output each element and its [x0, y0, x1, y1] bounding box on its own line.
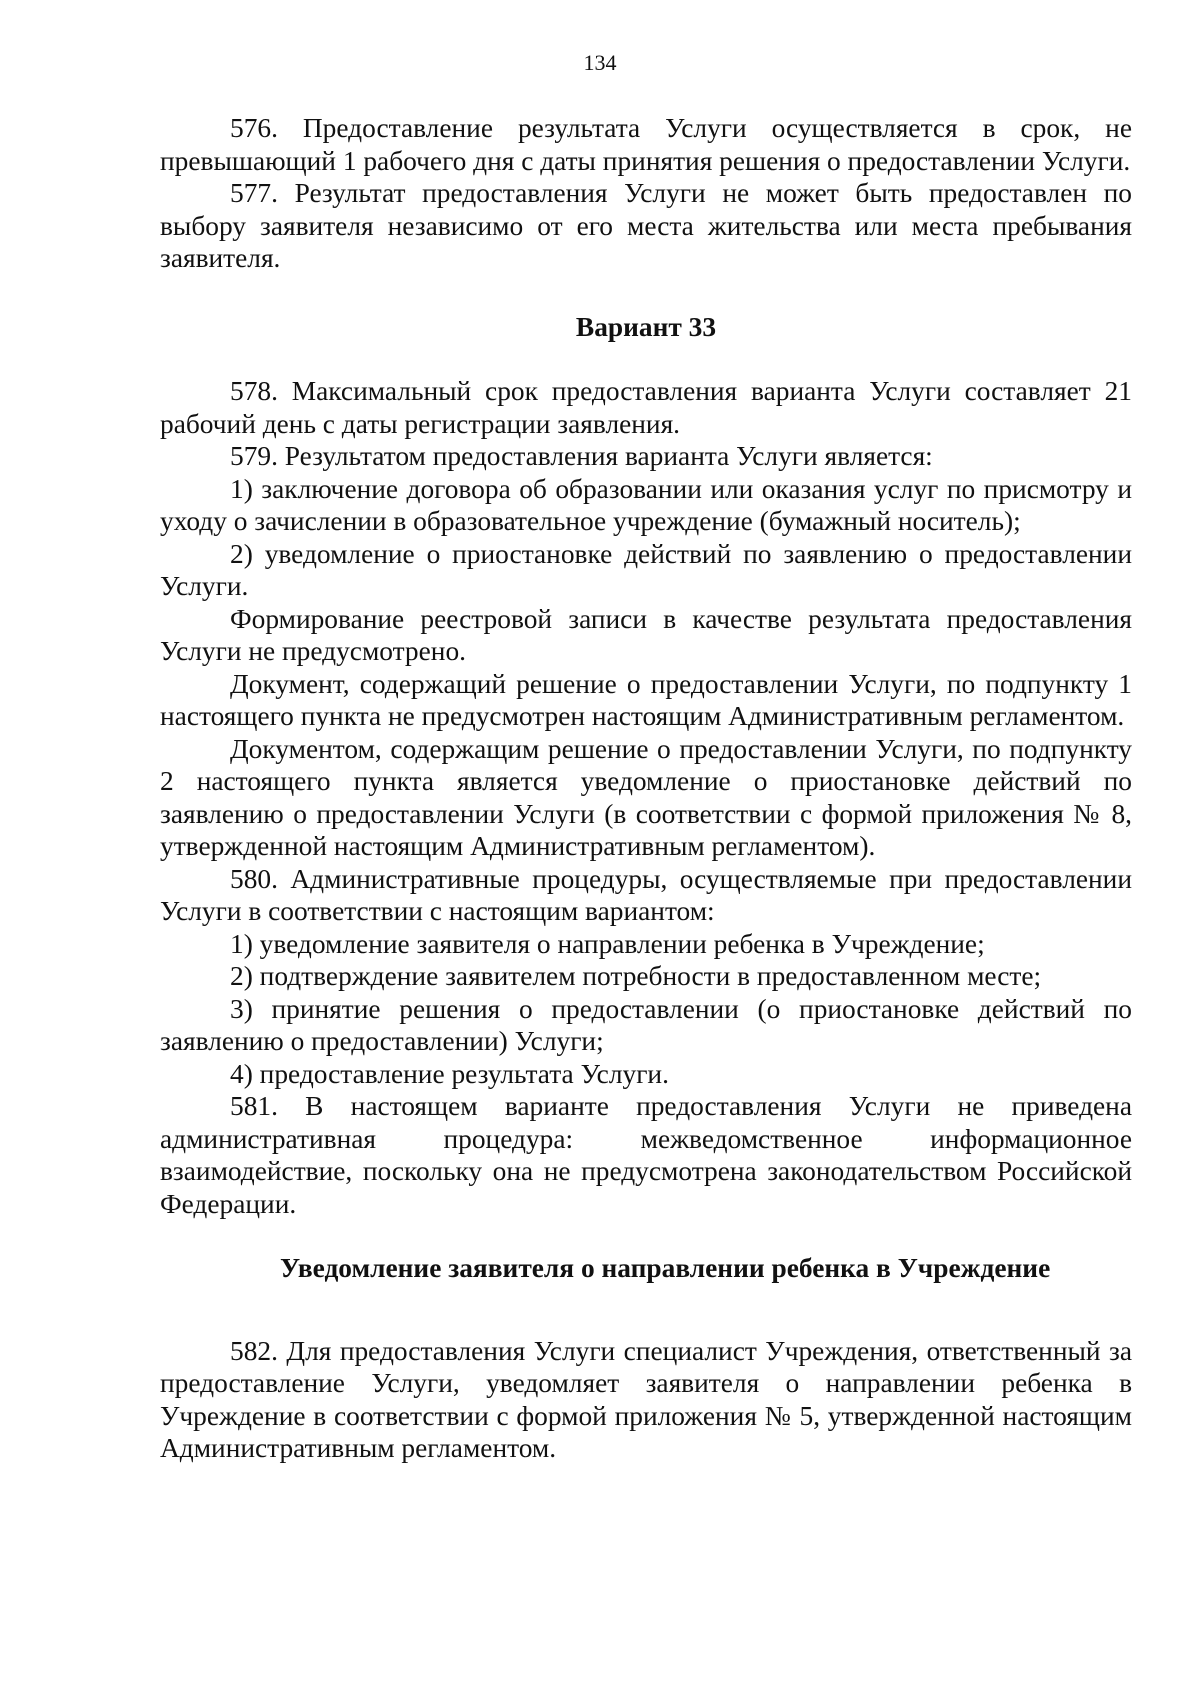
paragraph-581: 581. В настоящем варианте предоставления Услуги не приведена административная процедура: межведомственное информационное взаимодействие, поскольку она не предусмотрена законодательством Российской Федерации. [160, 1091, 1132, 1219]
paragraph-578: 578. Максимальный срок предоставления варианта Услуги составляет 21 рабочий день с даты регистрации заявления. [160, 376, 1132, 439]
paragraph-580: 580. Административные процедуры, осуществляемые при предоставлении Услуги в соответствии с настоящим вариантом: [160, 863, 1132, 926]
list-item-580-3: 3) принятие решения о предоставлении (о приостановке действий по заявлению о предоставлении) Услуги; [160, 993, 1132, 1056]
list-item-579-1: 1) заключение договора об образовании или оказания услуг по присмотру и уходу о зачислении в образовательное учреждение (бумажный носитель); [160, 473, 1132, 536]
section-heading: Уведомление заявителя о направлении ребенка в Учреждение [280, 1253, 1051, 1283]
list-item-580-2: 2) подтверждение заявителем потребности в предоставленном месте; [230, 961, 1042, 991]
document-body [160, 112, 1132, 1465]
list-item-580-1: 1) уведомление заявителя о направлении ребенка в Учреждение; [230, 928, 985, 959]
paragraph-579: 579. Результатом предоставления варианта Услуги является: [230, 441, 933, 471]
list-item-580-4: 4) предоставление результата Услуги. [230, 1058, 669, 1089]
paragraph-document-subpoint-1: Документ, содержащий решение о предоставлении Услуги, по подпункту 1 настоящего пункта не предусмотрен настоящим Административным регламентом. [160, 668, 1132, 731]
page-number: 134 [583, 50, 617, 75]
paragraph-document-subpoint-2: Документом, содержащим решение о предоставлении Услуги, по подпункту 2 настоящего пункта является уведомление о приостановке действий по заявлению о предоставлении Услуги (в соответствии с формой приложения № 8, утвержденной настоящим Административным регламентом). [160, 733, 1132, 861]
variant-heading: Вариант 33 [575, 311, 717, 342]
list-item-579-2: 2) уведомление о приостановке действий по заявлению о предоставлении Услуги. [160, 538, 1132, 601]
paragraph-577: 577. Результат предоставления Услуги не может быть предоставлен по выбору заявителя независимо от его места жительства или места пребывания заявителя. [160, 178, 1132, 273]
paragraph-576: 576. Предоставление результата Услуги осуществляется в срок, не превышающий 1 рабочего дня с даты принятия решения о предоставлении Услуги. [160, 113, 1132, 176]
paragraph-582: 582. Для предоставления Услуги специалист Учреждения, ответственный за предоставление Услуги, уведомляет заявителя о направлении ребенка в Учреждение в соответствии с формой приложения № 5, утвержденной настоящим Административным регламентом. [160, 1335, 1132, 1463]
paragraph-registry-record: Формирование реестровой записи в качестве результата предоставления Услуги не предусмотрено. [160, 603, 1132, 666]
